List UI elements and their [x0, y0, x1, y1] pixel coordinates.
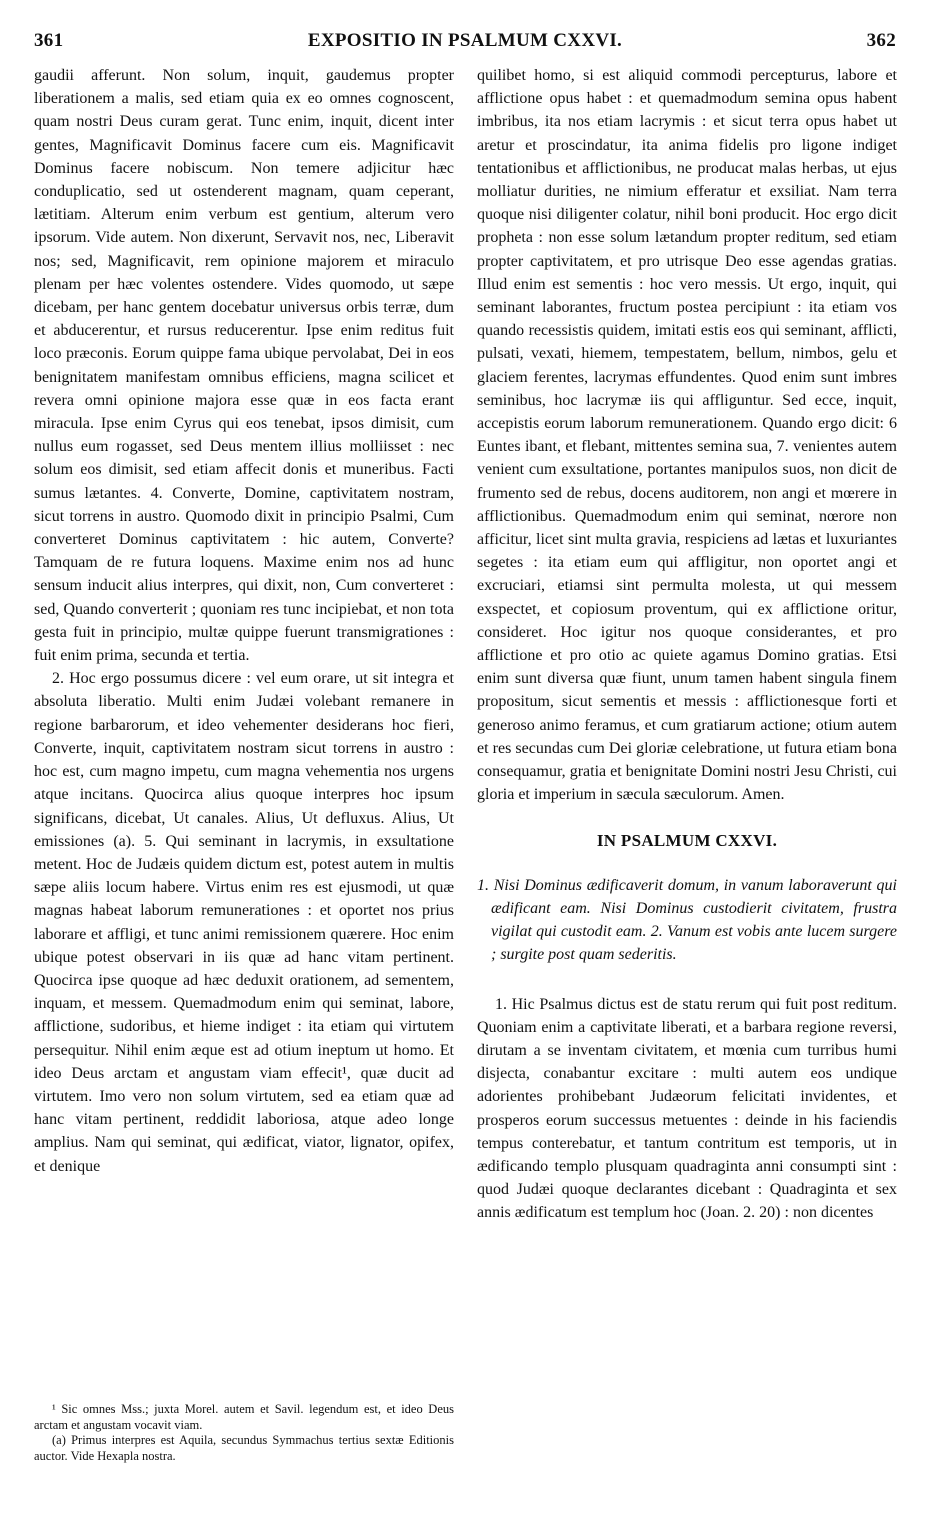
- section-title: IN PSALMUM CXXVI.: [596, 830, 778, 850]
- right-paragraph-2: 1. Hic Psalmus dictus est de statu rerum qui fuit post reditum. Quoniam enim a captivitate liberati, et a barbara regione reversi, dirutam a se inventam civitatem, et mœnia cum turribus humi disjecta, conabantur excitare : multi autem eos undique adorientes prohibebant Judæorum felicitati invidentes, et prosperos eorum successus metuentes : deinde in his faciendis tempus conterebatur, et tantum contritum est temporis, ut in ædificando templo plusquam quadraginta anni consumpti sint : quod Judæi quoque declarantes dicebant : Quadraginta et sex annis ædificatum est templum hoc (Joan. 2. 20) : non dicentes: [477, 995, 897, 1222]
- footnote-1: ¹ Sic omnes Mss.; juxta Morel. autem et Savil. legendum est, et ideo Deus arctam et angustam vocavit viam.: [34, 1402, 454, 1432]
- running-title: EXPOSITIO IN PSALMUM CXXVI.: [307, 30, 623, 51]
- running-header: [34, 30, 896, 60]
- footnotes: [34, 1402, 454, 1464]
- footnote-a: (a) Primus interpres est Aquila, secundus Symmachus tertius sextæ Editionis auctor. Vide Hexapla nostra.: [34, 1433, 454, 1463]
- right-column: [477, 64, 897, 1225]
- left-paragraph-1: gaudii afferunt. Non solum, inquit, gaudemus propter liberationem a malis, sed etiam quia ex eo omnes cognoscent, quam nostri Deus curam gerat. Tunc enim, inquit, dicent inter gentes, Magnificavit Dominus facere cum eis. Magnificavit Dominus facere nobiscum. Non temere adjicitur hæc conduplicatio, sed ut ostenderent magnam, quam ceperant, lætitiam. Alterum enim verbum est gentium, alterum vero ipsorum. Vide autem. Non dixerunt, Servavit nos, nec, Liberavit nos; sed, Magnificavit, rem opinione majorem et miraculo plenam per hæc volentes ostendere. Vides quomodo, ut sæpe dicebam, per hanc gentem docebatur universus orbis terræ, dum et abducerentur, et rursus reducerentur. Ipse enim reditus fuit loco præconis. Eorum quippe fama ubique pervolabat, Dei in eos benignitatem manifestam omnibus efficiens, magna scilicet et revera omni opinione majora esse quæ in eos facta erant miracula. Ipse enim Cyrus qui eos tenebat, ipsos dimisit, cum nullus eum rogasset, sed Deus mentem illius molliisset : nec solum eos dimisit, sed etiam affecit donis et muneribus. Facti sumus lætantes. 4. Converte, Domine, captivitatem nostram, sicut torrens in austro. Quomodo dixit in principio Psalmi, Cum converteret Dominus captivitatem : hic autem, Converte? Tamquam de re futura loquens. Maxime enim nos ad hunc sensum inducit alius interpres, qui dixit, non, Cum converteret : sed, Quando converterit ; quoniam res tunc incipiebat, et non tota gesta fuit in principio, multæ quippe fuerunt transmigrationes : fuit enim prima, secunda et tertia.: [34, 67, 454, 665]
- psalm-verse: 1. Nisi Dominus ædificaverit domum, in vanum laboraverunt qui ædificant eam. Nisi Dominus custodierit civitatem, frustra vigilat qui custodit eam. 2. Vanum est vobis ante lucem surgere ; surgite post quam sederitis.: [477, 876, 897, 964]
- page-number-right: 362: [866, 30, 896, 51]
- left-column: [34, 64, 454, 1178]
- left-paragraph-2: 2. Hoc ergo possumus dicere : vel eum orare, ut sit integra et absoluta liberatio. Multi enim Judæi volebant remanere in regione barbarorum, et ideo vehementer desiderans hoc fieri, Converte, inquit, captivitatem nostram sicut torrens in austro : hoc est, cum magno impetu, cum magna vehementia nos urgens atque incitans. Quocirca alius quoque interpres hoc ipsum significans, dicebat, Ut canales. Alius, Ut defluxus. Alius, Ut emissiones (a). 5. Qui seminant in lacrymis, in exsultatione metent. Hoc de Judæis quidem dictum est, potest autem in multis sæpe aliis locum habere. Virtus enim res est ejusmodi, ut quæ magnas habeat laborum remunerationes : et oportet nos prius laborare et affligi, et tunc animi remissionem quærere. Hoc enim ubique potest observari in iis quæ ad hanc vitam pertinent. Quocirca ipse quoque ad hæc deduxit orationem, ad sementem, inquam, et messem. Quemadmodum enim qui seminat, labore, afflictione, sudoribus, et hieme indiget : ita etiam qui virtutem persequitur. Nihil enim æque est ad otium ineptum ut homo. Et ideo Deus arctam et angustam viam effecit¹, quæ ducit ad virtutem. Imo vero non solum virtutem, sed ea etiam quæ ad hanc vitam pertinent, reddidit laboriosa, atque adeo longe amplius. Nam qui seminat, qui ædificat, viator, lignator, opifex, et denique: [34, 670, 454, 1175]
- right-paragraph-1: quilibet homo, si est aliquid commodi percepturus, labore et afflictione opus habet : et quemadmodum semina opus habent imbribus, ita nos etiam lacrymis : et sicut terra opus habet ut aretur et proscindatur, ita anima fidelis pro ligone indiget tentationibus et afflictionibus, ne producat malas herbas, ut ejus molliatur durities, ne nimium efferatur et exsiliat. Nam terra quoque nisi diligenter colatur, nihil boni producit. Hoc ergo dicit propheta : non esse solum lætandum propter reditum, sed etiam propter captivitatem, et pro utrisque Deo esse agendas gratias. Illud enim est sementis : hoc vero messis. Ut ergo, inquit, qui seminant laborantes, fructum postea percipiunt : ita etiam vos quando recessistis quidem, imitati estis eos qui seminant, afflicti, pulsati, vexati, hiemem, tempestatem, bellum, nimbos, gelu et glaciem ferentes, lacrymas effundentes. Quod enim sunt imbres seminibus, hoc lacrymæ iis qui affliguntur. Sed ecce, inquit, accepistis eorum laborum remunerationem. Quando ergo dicit: 6 Euntes ibant, et flebant, mittentes semina sua, 7. venientes autem venient cum exsultatione, portantes manipulos suos, non dicit de frumento sed de rebus, docens auditorem, non angi et mœrere in afflictionibus. Quemadmodum enim qui seminat, nœrore non afficitur, licet sint multa gravia, respiciens ad lætas et luxuriantes segetes : ita etiam eum qui affligitur, non oportet angi et excruciari, etiamsi sint permulta molesta, ut qui messem exspectet, et copiosum proventum, qui ex afflictione oritur, consideret. Hoc igitur nos quoque considerantes, et pro afflictione et pro otio ac quiete agamus Domino gratias. Etsi enim sunt diversa quæ fiunt, unum tamen habent singula finem propositum, sicut sementis et messis : afflictionesque forti et generoso animo feramus, et cum gratiarum actione; otium autem et res secundas cum Dei gloriæ celebratione, ut futura etiam bona consequamur, gratia et benignitate Domini nostri Jesu Christi, cui gloria et imperium in sæcula sæculorum. Amen.: [477, 67, 897, 804]
- page-number-left: 361: [34, 30, 64, 51]
